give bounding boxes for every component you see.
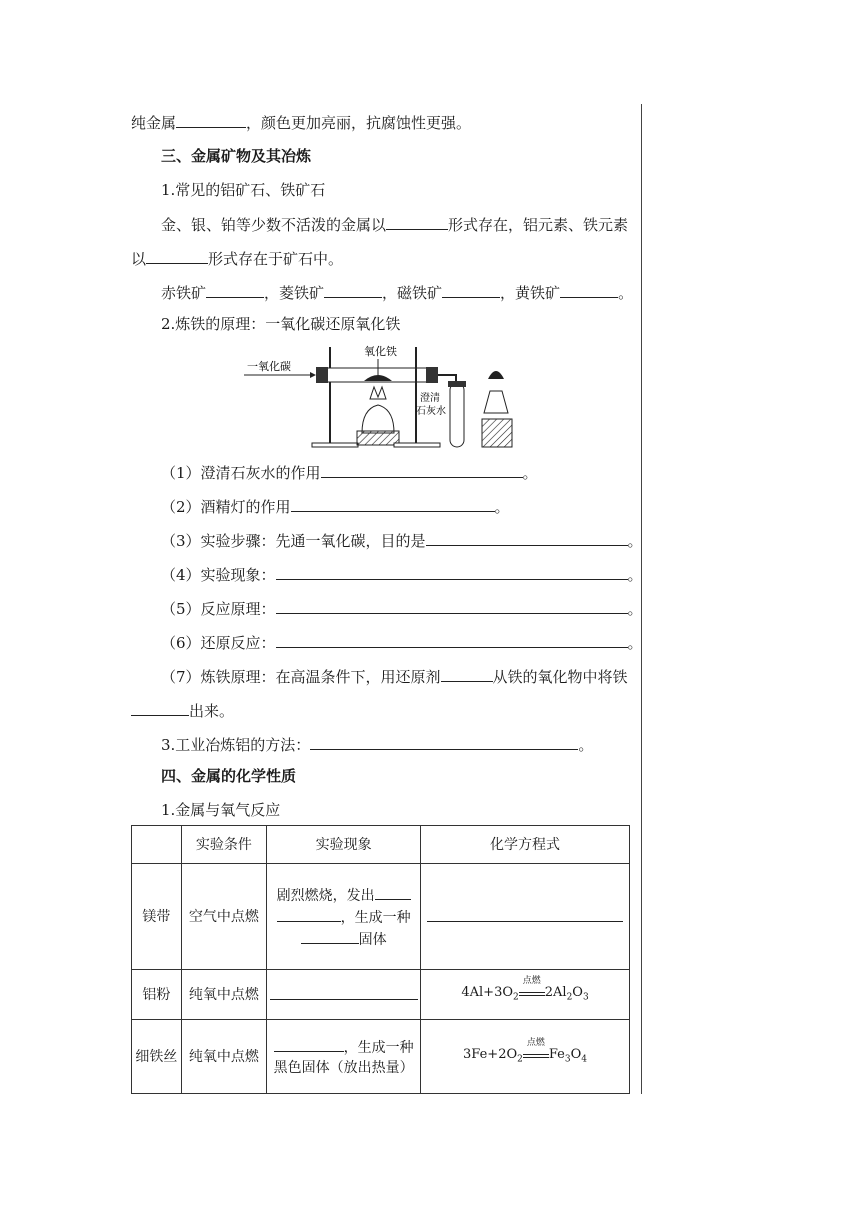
header-cell: 实验条件 bbox=[181, 826, 266, 864]
left-stand-base bbox=[312, 443, 358, 447]
text: ，菱铁矿 bbox=[264, 284, 325, 302]
eq-lhs: 3Fe+2O bbox=[463, 1046, 518, 1062]
line-iron-ores bbox=[161, 282, 633, 303]
line-compound-form bbox=[131, 248, 343, 269]
condition-cell: 纯氧中点燃 bbox=[181, 1020, 266, 1094]
eq-rhs-mid: O bbox=[572, 984, 583, 1000]
header-cell bbox=[132, 826, 182, 864]
condition-cell: 纯氧中点燃 bbox=[181, 970, 266, 1020]
blank[interactable] bbox=[441, 666, 493, 682]
right-stand-base bbox=[394, 443, 440, 447]
text: （3）实验步骤：先通一氧化碳，目的是 bbox=[161, 532, 426, 550]
text: 黑色固体（放出热量） bbox=[273, 1059, 414, 1076]
eq-sub: 2 bbox=[517, 1054, 523, 1065]
blank[interactable] bbox=[274, 1036, 344, 1052]
table-header-row bbox=[132, 826, 630, 864]
line-native-metals bbox=[161, 214, 628, 235]
text: （5）反应原理： bbox=[161, 600, 276, 618]
text: 纯金属 bbox=[131, 114, 177, 132]
text: ，生成一种 bbox=[340, 909, 411, 926]
question-3 bbox=[161, 530, 643, 551]
eq-sub: 2 bbox=[513, 992, 519, 1003]
condition-text: 点燃 bbox=[526, 1037, 545, 1048]
text: 形式存在，铝元素、铁元素 bbox=[448, 216, 629, 234]
subheading-oxygen: 1.金属与氧气反应 bbox=[161, 801, 281, 819]
equation-cell bbox=[421, 864, 630, 970]
text: 以 bbox=[131, 250, 147, 268]
blank[interactable] bbox=[276, 564, 628, 580]
co-reduction-apparatus-diagram bbox=[244, 339, 516, 451]
blank[interactable] bbox=[426, 530, 628, 546]
condition-text: 点燃 bbox=[522, 975, 541, 986]
section-heading-4: 四、金属的化学性质 bbox=[161, 767, 297, 785]
eq-rhs: 2Al bbox=[544, 984, 567, 1000]
blank[interactable] bbox=[560, 282, 618, 298]
phenomenon-cell bbox=[267, 1020, 421, 1094]
blank[interactable] bbox=[276, 598, 628, 614]
reaction-condition bbox=[519, 975, 545, 996]
text: ，磁铁矿 bbox=[382, 284, 443, 302]
question-2 bbox=[161, 496, 510, 517]
blank[interactable] bbox=[291, 496, 495, 512]
text: 。 bbox=[627, 600, 643, 618]
text: 。 bbox=[627, 532, 643, 550]
blank[interactable] bbox=[131, 700, 189, 716]
text: 。 bbox=[522, 464, 538, 482]
header-cell: 化学方程式 bbox=[421, 826, 630, 864]
question-7 bbox=[161, 666, 628, 687]
exhaust-block bbox=[482, 419, 512, 447]
arrow-head bbox=[310, 372, 316, 378]
blank[interactable] bbox=[276, 632, 628, 648]
header-cell: 实验现象 bbox=[267, 826, 421, 864]
table-row bbox=[132, 970, 630, 1020]
text: ，生成一种 bbox=[343, 1039, 414, 1056]
eq-sub: 4 bbox=[581, 1054, 588, 1065]
lamp-block bbox=[357, 431, 399, 445]
question-1 bbox=[161, 462, 538, 483]
text: 形式存在于矿石中。 bbox=[208, 250, 344, 268]
text: （1）澄清石灰水的作用 bbox=[161, 464, 321, 482]
line-pure-metal bbox=[131, 112, 471, 133]
subheading-ironmaking: 2.炼铁的原理：一氧化碳还原氧化铁 bbox=[161, 315, 401, 333]
eq-sub: 2 bbox=[566, 992, 573, 1003]
condition-cell: 空气中点燃 bbox=[181, 864, 266, 970]
text: ，黄铁矿 bbox=[500, 284, 561, 302]
blank[interactable] bbox=[386, 214, 448, 230]
blank[interactable] bbox=[321, 462, 523, 478]
equation-cell bbox=[421, 1020, 630, 1094]
blank[interactable] bbox=[375, 884, 411, 900]
test-tube-stopper bbox=[448, 381, 466, 387]
text: 金、银、铂等少数不活泼的金属以 bbox=[161, 216, 387, 234]
blank[interactable] bbox=[206, 282, 264, 298]
test-tube bbox=[450, 383, 464, 447]
metal-cell: 细铁丝 bbox=[132, 1020, 182, 1094]
blank[interactable] bbox=[270, 984, 418, 1000]
subheading-aluminum bbox=[161, 734, 593, 755]
eq-rhs: Fe bbox=[548, 1046, 565, 1062]
blank[interactable] bbox=[277, 906, 341, 922]
equals-sign bbox=[523, 1054, 549, 1058]
fe2o3-label: 氧化铁 bbox=[364, 345, 397, 358]
subheading-ores: 1.常见的铝矿石、铁矿石 bbox=[161, 181, 326, 199]
equation-blank[interactable] bbox=[427, 906, 623, 922]
text: （6）还原反应： bbox=[161, 634, 276, 652]
table-row bbox=[132, 1020, 630, 1094]
metal-cell: 铝粉 bbox=[132, 970, 182, 1020]
text: （2）酒精灯的作用 bbox=[161, 498, 291, 516]
text: （4）实验现象： bbox=[161, 566, 276, 584]
text: 赤铁矿 bbox=[161, 284, 207, 302]
flame bbox=[370, 387, 386, 399]
text: 。 bbox=[494, 498, 510, 516]
aluminum-equation bbox=[461, 975, 589, 1003]
question-6 bbox=[161, 632, 643, 653]
section-heading-3: 三、金属矿物及其冶炼 bbox=[161, 147, 312, 165]
table-row bbox=[132, 864, 630, 970]
text: 。 bbox=[627, 634, 643, 652]
text: 。 bbox=[618, 284, 634, 302]
reaction-condition bbox=[523, 1037, 549, 1058]
left-stopper bbox=[316, 367, 328, 383]
text: 。 bbox=[578, 736, 594, 754]
blank[interactable] bbox=[146, 248, 208, 264]
text: （7）炼铁原理：在高温条件下，用还原剂 bbox=[161, 668, 441, 686]
blank[interactable] bbox=[301, 928, 359, 944]
text: 剧烈燃烧，发出 bbox=[276, 887, 375, 904]
metal-cell: 镁带 bbox=[132, 864, 182, 970]
question-7-cont bbox=[131, 700, 234, 721]
eq-sub: 3 bbox=[564, 1054, 571, 1065]
iron-equation bbox=[463, 1037, 588, 1065]
co-label: 一氧化碳 bbox=[247, 360, 291, 373]
text: ，颜色更加亮丽，抗腐蚀性更强。 bbox=[246, 114, 472, 132]
eq-sub: 3 bbox=[582, 992, 589, 1003]
phenomenon-cell bbox=[267, 864, 421, 970]
phenomenon-cell bbox=[267, 970, 421, 1020]
question-5 bbox=[161, 598, 643, 619]
limewater-label-1: 澄清 bbox=[420, 393, 440, 404]
limewater-label-2: 石灰水 bbox=[416, 406, 446, 417]
equals-sign bbox=[519, 992, 545, 996]
exhaust-lamp bbox=[484, 391, 508, 413]
eq-rhs-mid: O bbox=[570, 1046, 582, 1062]
text: 从铁的氧化物中将铁 bbox=[492, 668, 628, 686]
blank[interactable] bbox=[442, 282, 500, 298]
blank[interactable] bbox=[310, 734, 578, 750]
blank[interactable] bbox=[176, 112, 246, 128]
question-4 bbox=[161, 564, 643, 585]
metal-oxygen-table bbox=[131, 825, 630, 1094]
exhaust-flame bbox=[488, 371, 504, 379]
text: 。 bbox=[627, 566, 643, 584]
equation-cell bbox=[421, 970, 630, 1020]
text: 固体 bbox=[358, 931, 387, 948]
text: 3.工业冶炼铝的方法： bbox=[161, 736, 311, 754]
text: 出来。 bbox=[189, 702, 235, 720]
right-stopper bbox=[426, 367, 438, 383]
eq-lhs: 4Al+3O bbox=[461, 984, 513, 1000]
alcohol-lamp bbox=[362, 405, 394, 433]
blank[interactable] bbox=[324, 282, 382, 298]
